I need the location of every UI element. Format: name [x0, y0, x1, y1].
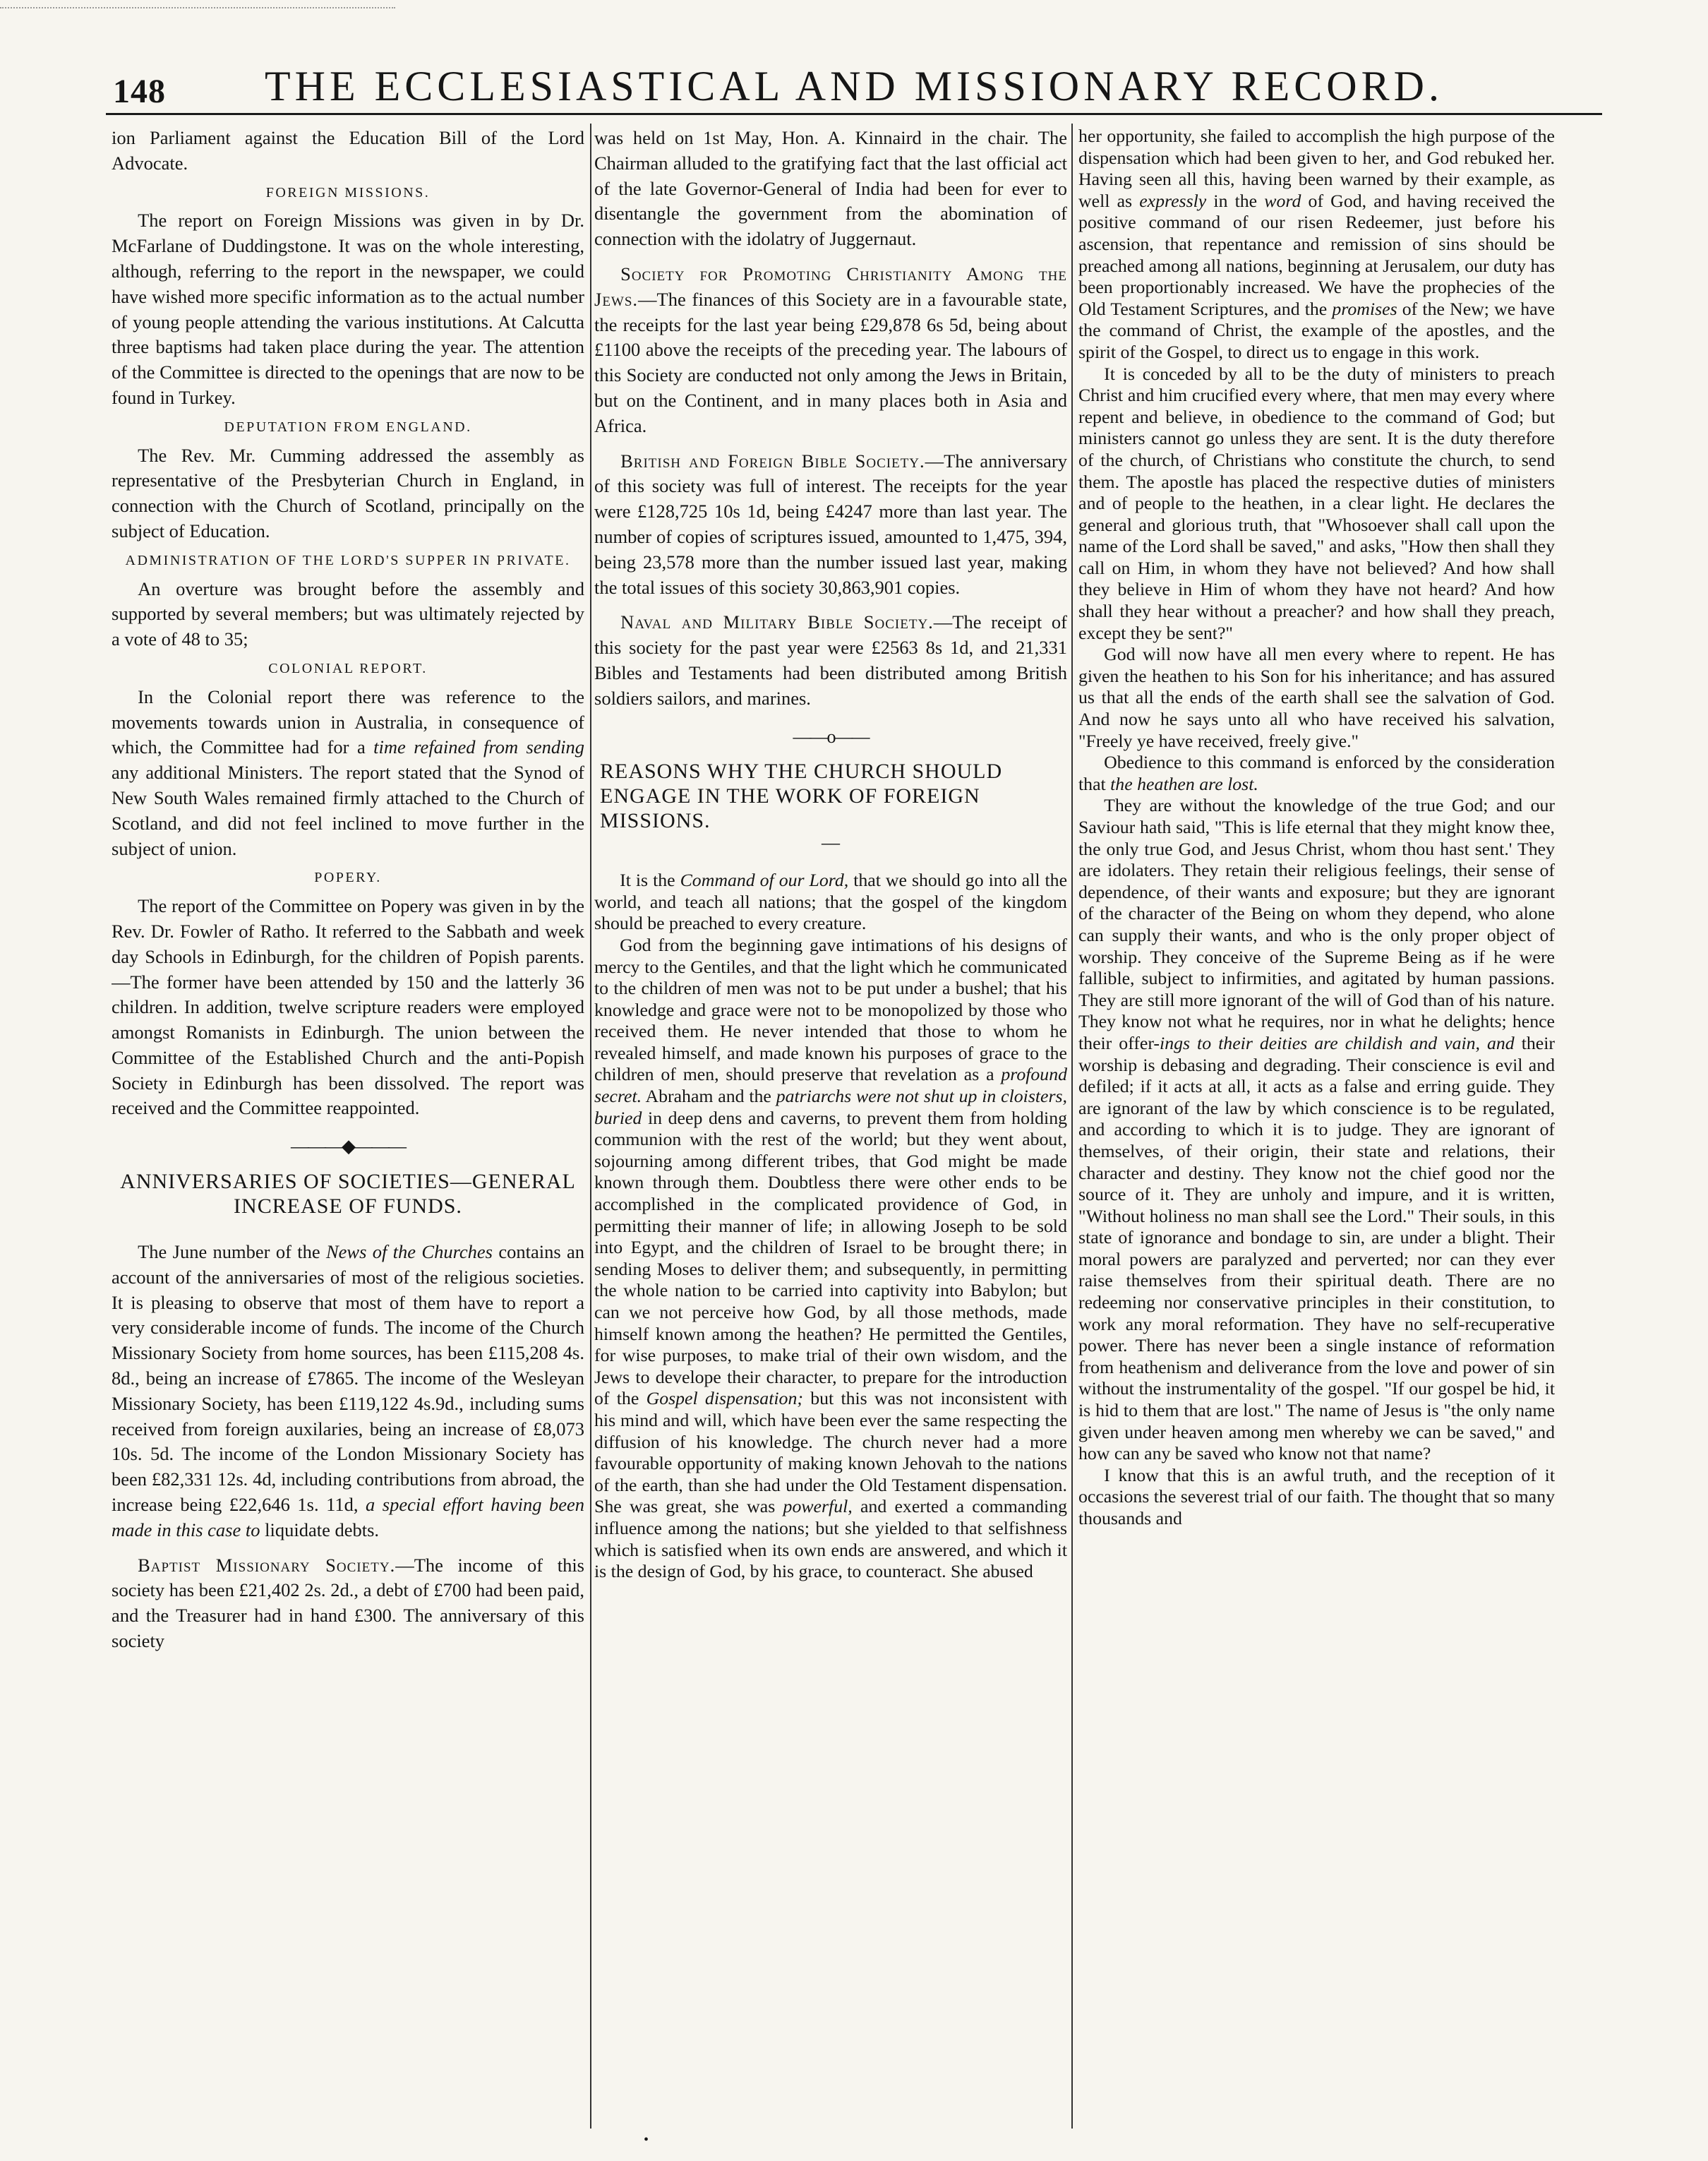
subhead-foreign-missions: FOREIGN MISSIONS.: [265, 184, 431, 200]
title-dash: —: [822, 832, 840, 854]
subhead-colonial-report: COLONIAL REPORT.: [268, 660, 428, 676]
column-1: [112, 126, 584, 2117]
page-header: [106, 62, 1602, 112]
paragraph-naval-society: Naval and Military Bible Society.—The receipt of this society for the past year were £2563 8s 1d, and 21,331 Bibles and Testaments had been distributed among British soldiers sailors, and marines.: [594, 611, 1067, 709]
subhead-popery: POPERY.: [314, 870, 382, 886]
paragraph-continued: ion Parliament against the Education Bill of the Lord Advocate.: [112, 127, 584, 174]
paragraph-without-knowledge: They are without the knowledge of the true God; and our Saviour hath said, "This is life eternal that they might know thee, the only true God, and Jesus Christ, whom thou hast sent.' They are idolaters. They retain their religious feelings, their sense of dependence, of their wants and exposure; but they are ignorant of the character of the Being on whom they depend, who alone can supply their wants, and who is the only proper object of worship. They conceive of the Supreme Being as if he were fallible, subject to infirmities, and agitated by human passions. They are still more ignorant of the will of God than of his nature. They know not what he requires, nor in what he delights; hence their offer-ings to their deities are childish and vain, and their worship is debasing and degrading. Their conscience is evil and defiled; if it acts at all, it acts as a false and erring guide. They are ignorant of the law by which conscience is to be regulated, and according to which it is to judge. They are ignorant of themselves, of their origin, their state and relations, their character and destiny. They know not the chief good nor the source of it. They are unholy and impure, and it is written, "Without holiness no man shall see the Lord." Their souls, in this state of ignorance and bondage to sin, are under a blight. Their moral powers are paralyzed and perverted; nor can they ever raise themselves from their spiritual death. There are no redeeming nor conservative principles in their constitution, to work any moral reformation. They have no self-recuperative power. There has never been a single instance of reformation from heathenism and deliverance from the love and power of sin without the instrumentality of the gospel. "If our gospel be hid, it is hid to them that are lost." The name of Jesus is "the only name given under heaven among men whereby we can be saved," and how can any be saved who know not that name?: [1078, 795, 1555, 1464]
column-divider-1: [590, 124, 591, 2129]
paragraph-jews-society: Society for Promoting Christianity Among the Jews.—The finances of this Society are in a favourable state, the receipts for the last year being £29,878 6s 5d, being about £1100 above the receipts of the preceding year. The labours of this Society are conducted not only among the Jews in Britain, but on the Continent, and in many places both in Asia and Africa.: [594, 263, 1067, 436]
column-2: [594, 126, 1067, 2117]
subhead-deputation: DEPUTATION FROM ENGLAND.: [224, 419, 472, 435]
running-title: THE ECCLESIASTICAL AND MISSIONARY RECORD.: [265, 63, 1443, 109]
paragraph-duty-of-ministers: It is conceded by all to be the duty of ministers to preach Christ and him crucified every where, that men may every where repent and believe, in obedience to the command of God; but ministers cannot go unless they are sent. It is the duty therefore of the church, of Christians who constitute the church, to send them. The apostle has placed the respective duties of ministers and of people to the heathen, in a clear light. He declares the general and glorious truth, that "Whosoever shall call upon the name of the Lord shall be saved," and asks, "How then shall they call on Him, in whom they have not believed? And how shall they believe in Him of whom they have not heard? And how shall they hear without a preacher? and how shall they preach, except they be sent?": [1078, 363, 1555, 643]
column-divider-2: [1071, 124, 1073, 2129]
reasons-body: [594, 870, 1067, 1583]
section-ornament: ———◆———: [291, 1136, 405, 1157]
paragraph-anniversaries: The June number of the News of the Churches contains an account of the anniversaries of most of the religious societies. It is pleasing to observe that most of them have to report a very considerable income of funds. The income of the Church Missionary Society from home sources, has been £115,208 4s. 8d., being an increase of £7865. The income of the Wesleyan Missionary Society, has been £119,122 4s.9d., including sums received from foreign auxilaries, being an increase of £8,073 10s. 5d. The income of the London Missionary Society has been £82,331 12s. 4d, including contributions from abroad, the increase being £22,646 1s. 11d, a special effort having been made in this case to liquidate debts.: [112, 1241, 584, 1540]
paragraph-bible-society: British and Foreign Bible Society.—The anniversary of this society was full of interest. The receipts for the year were £128,725 10s 1d, being £4247 more than last year. The number of copies of scriptures issued, amounted to 1,475, 394, being 23,578 more than the number issued last year, making the total issues of this society 30,863,901 copies.: [594, 450, 1067, 598]
paragraph-heathen-lost: Obedience to this command is enforced by the consideration that the heathen are lost.: [1078, 752, 1555, 794]
column-3: [1078, 126, 1555, 2117]
paragraph-designs-of-mercy: God from the beginning gave intimations of his designs of mercy to the Gentiles, and that the light which he communicated to the children of men was not to be put under a bushel; that his knowledge and grace were not to be monopolized by those who received them. He never intended that those to whom he revealed himself, and made known his purposes of grace to the children of men, should preserve that revelation as a profound secret. Abraham and the patriarchs were not shut up in cloisters, buried in deep dens and caverns, to prevent them from holding communion with the rest of the world; but they went about, sojourning among different tribes, that God might be made known through them. Doubtless there were other ends to be accomplished in the complicated providence of God, in permitting their manner of life; in allowing Joseph to be sold into Egypt, and the children of Israel to be brought there; in sending Moses to deliver them; and subsequently, in permitting the whole nation to be carried into captivity into Babylon; but can we not perceive how God, by all those methods, made himself known among the heathen? He permitted the Gentiles, for wise purposes, to make trial of their own wisdom, and the Jews to develope their character, to prepare for the introduction of the Gospel dispensation; but this was not inconsistent with his mind and will, which have been ever the same respecting the diffusion of his knowledge. The church never had a more favourable opportunity of making known Jehovah to the nations of the earth, than she had under the Old Testament dispensation. She was great, she was powerful, and exerted a commanding influence among the nations; but she yielded to that selfishness which is satisfied when its own ends are answered, and which it is the design of God, by his grace, to counteract. She abused: [594, 934, 1067, 1582]
subhead-administration: ADMINISTRATION OF THE LORD'S SUPPER IN PRIVATE.: [125, 552, 571, 568]
paragraph-baptist-society: Baptist Missionary Society.—The income of this society has been £21,402 2s. 2d., a debt of £700 had been paid, and the Treasurer had in hand £300. The anniversary of this society: [112, 1554, 584, 1652]
paragraph-continued: her opportunity, she failed to accomplish the high purpose of the dispensation which had been given to her, and God rebuked her. Having seen all this, having been warned by their example, as well as expressly in the word of God, and having received the positive command of our risen Redeemer, just before his ascension, that repentance and remission of sins should be preached among all nations, beginning at Jerusalem, our duty has been proportionably increased. We have the prophecies of the Old Testament Scriptures, and the promises of the New; we have the command of Christ, the example of the apostles, and the spirit of the Gospel, to direct us to engage in this work.: [1078, 126, 1555, 362]
paragraph-popery: The report of the Committee on Popery was given in by the Rev. Dr. Fowler of Ratho. It referred to the Sabbath and week day Schools in Edinburgh, for the children of Popish parents.—The former have been attended by 150 and the latterly 36 children. In addition, twelve scripture readers were employed amongst Romanists in Edinburgh. The union between the Committee of the Established Church and the anti-Popish Society in Edinburgh has been dissolved. The report was received and the Committee reappointed.: [112, 895, 584, 1119]
page-number: 148: [113, 73, 166, 110]
paragraph-all-men-repent: God will now have all men every where to repent. He has given the heathen to his Son for his inheritance; and has assured us that all the ends of the earth shall see the salvation of God. And now he says unto all who have received his salvation, "Freely ye have received, freely give.": [1078, 644, 1555, 751]
paragraph-foreign-missions: The report on Foreign Missions was given in by Dr. McFarlane of Duddingstone. It was on the whole interesting, although, referring to the report in the newspaper, we could have wished more specific information as to the actual number of young people attending the various institutions. At Calcutta three baptisms had taken place during the year. The attention of the Committee is directed to the openings that are now to be found in Turkey.: [112, 210, 584, 408]
paragraph-command: It is the Command of our Lord, that we should go into all the world, and teach all nations; that the gospel of the kingdom should be preached to every creature.: [594, 870, 1067, 934]
paragraph-continued: was held on 1st May, Hon. A. Kinnaird in the chair. The Chairman alluded to the gratifying fact that the last official act of the late Governor-General of India had been for ever to disentangle the government from the abomination of connection with the idolatry of Juggernaut.: [594, 127, 1067, 250]
header-rule: [106, 113, 1602, 115]
section-title-anniversaries: ANNIVERSARIES OF SOCIETIES—GENERAL INCREASE OF FUNDS.: [120, 1170, 576, 1219]
paragraph-deputation: The Rev. Mr. Cumming addressed the assembly as representative of the Presbyterian Church in England, in connection with the Church of Scotland, principally on the subject of Education.: [112, 444, 584, 541]
paragraph-colonial-report: In the Colonial report there was reference to the movements towards union in Australia, in consequence of which, the Committee had for a time refained from sending any additional Ministers. The report stated that the Synod of New South Wales remained firmly attached to the Church of Scotland, and did not feel inclined to move further in the subject of union.: [112, 686, 584, 859]
section-ornament: ——o——: [793, 726, 869, 747]
paragraph-administration: An overture was brought before the assembly and supported by several members; but was ultimately rejected by a vote of 48 to 35;: [112, 577, 584, 650]
scan-edge-mark: [0, 0, 395, 8]
footer-mark: •: [644, 2132, 649, 2148]
paragraph-awful-truth: I know that this is an awful truth, and the reception of it occasions the severest trial of our faith. The thought that so many thousands and: [1078, 1464, 1555, 1528]
section-title-reasons: REASONS WHY THE CHURCH SHOULD ENGAGE IN THE WORK OF FOREIGN MISSIONS.: [600, 760, 1003, 833]
